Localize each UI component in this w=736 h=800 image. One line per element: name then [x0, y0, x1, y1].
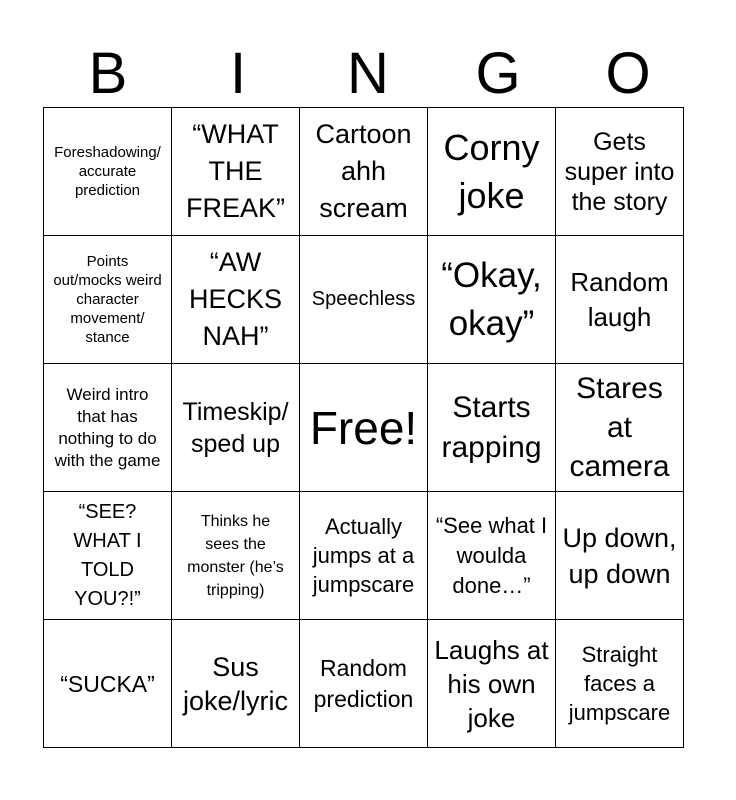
bingo-cell[interactable] [172, 364, 300, 492]
bingo-cell[interactable] [172, 236, 300, 364]
cell-label: “WHAT THE FREAK” [185, 119, 285, 223]
cell-label: Free! [309, 401, 418, 454]
header-letter-i: I [229, 41, 247, 106]
bingo-cell[interactable] [556, 236, 684, 364]
cell-label: Random laugh [570, 266, 669, 332]
cell-label: Random prediction [313, 654, 414, 712]
board-row [44, 364, 684, 492]
bingo-cell[interactable] [300, 108, 428, 236]
bingo-cell[interactable] [556, 620, 684, 748]
cell-label: Cartoon ahh scream [315, 119, 412, 223]
bingo-board [43, 107, 684, 748]
header-letter-g: G [475, 41, 521, 106]
board-row [44, 108, 684, 236]
cell-label: Stares at camera [569, 372, 670, 483]
bingo-cell[interactable] [172, 492, 300, 620]
bingo-cell[interactable] [172, 620, 300, 748]
bingo-cell[interactable] [428, 620, 556, 748]
bingo-cell[interactable] [44, 364, 172, 492]
cell-label: Laughs at his own joke [434, 634, 549, 733]
cell-label: Weird intro that has nothing to do with the game [54, 384, 161, 470]
cell-label: “Okay, okay” [441, 255, 542, 343]
cell-label: Thinks he sees the monster (he’s tripping) [187, 512, 284, 599]
bingo-cell[interactable] [428, 236, 556, 364]
cell-label: Straight faces a jumpscare [568, 642, 671, 725]
bingo-cell[interactable] [44, 108, 172, 236]
cell-label: “See what I woulda done…” [435, 512, 548, 598]
bingo-cell[interactable] [556, 492, 684, 620]
board-row [44, 620, 684, 748]
bingo-cell[interactable] [44, 236, 172, 364]
cell-label: “SEE? WHAT I TOLD YOU?!” [73, 500, 142, 610]
bingo-cell[interactable] [44, 492, 172, 620]
bingo-cell[interactable] [300, 492, 428, 620]
board-row [44, 236, 684, 364]
bingo-cell[interactable] [300, 236, 428, 364]
bingo-cell[interactable] [428, 492, 556, 620]
cell-label: Gets super into the story [564, 127, 675, 216]
cell-label: Up down, up down [562, 522, 677, 589]
cell-label: “AW HECKS NAH” [188, 247, 283, 351]
cell-label: Sus joke/lyric [182, 651, 289, 716]
cell-label: Timeskip/ sped up [182, 397, 289, 458]
cell-label: Corny joke [443, 126, 540, 216]
board-row [44, 492, 684, 620]
header-letter-n: N [347, 41, 389, 106]
bingo-cell[interactable] [556, 108, 684, 236]
header-letter-o: O [605, 41, 651, 106]
bingo-cell[interactable] [556, 364, 684, 492]
cell-label: Points out/mocks weird character movement/ stance [53, 253, 162, 346]
bingo-cell[interactable] [172, 108, 300, 236]
header-letter-b: B [88, 41, 128, 106]
bingo-cell[interactable] [428, 364, 556, 492]
cell-label: Foreshadowing/ accurate prediction [54, 144, 161, 199]
bingo-cell[interactable] [44, 620, 172, 748]
bingo-header [43, 41, 693, 106]
cell-label: “SUCKA” [60, 670, 155, 697]
cell-label: Actually jumps at a jumpscare [312, 514, 415, 597]
cell-label: Starts rapping [441, 390, 542, 464]
bingo-cell[interactable] [300, 364, 428, 492]
bingo-cell[interactable] [428, 108, 556, 236]
bingo-cell[interactable] [300, 620, 428, 748]
cell-label: Speechless [311, 288, 416, 310]
